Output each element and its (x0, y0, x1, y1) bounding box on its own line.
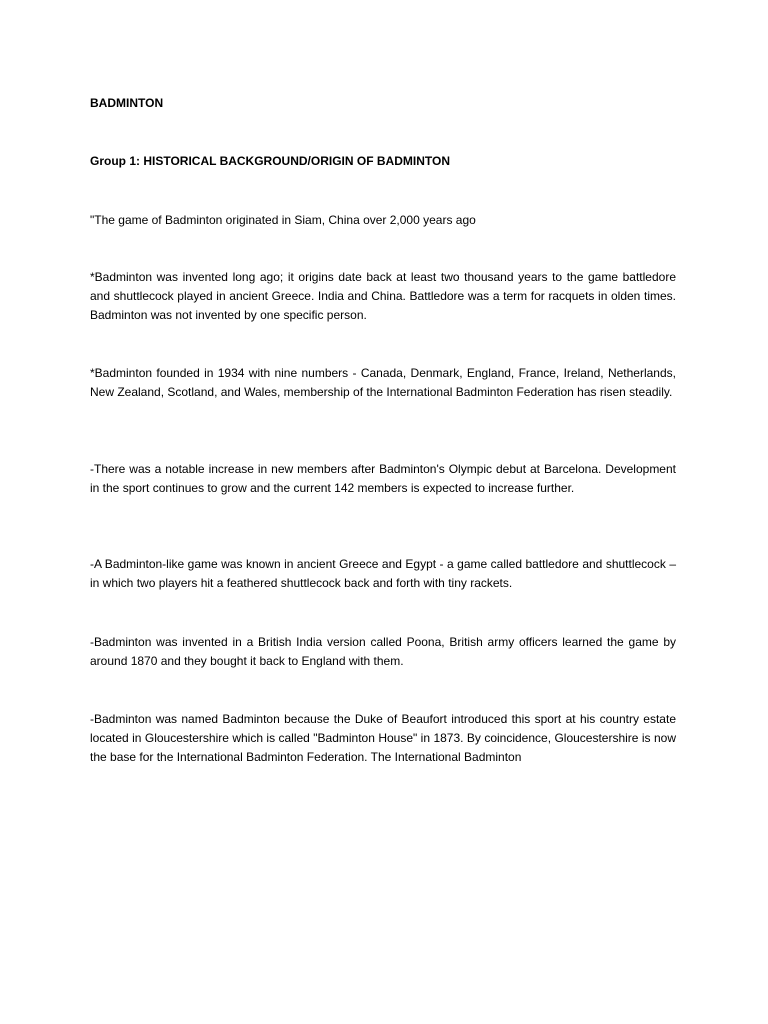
paragraph-poona: -Badminton was invented in a British India version called Poona, British army officers learned the game by around 1870 and they bought it back to England with them. (90, 635, 676, 668)
paragraph-founding-members: *Badminton founded in 1934 with nine numbers - Canada, Denmark, England, France, Ireland, Netherlands, New Zealand, Scotland, and Wales, membership of the International Badminton Federation has risen steadily. (90, 366, 676, 399)
paragraph-ancient-game: -A Badminton-like game was known in ancient Greece and Egypt - a game called battledore and shuttlecock – in which two players hit a feathered shuttlecock back and forth with tiny rackets. (90, 557, 676, 590)
paragraph-naming: -Badminton was named Badminton because the Duke of Beaufort introduced this sport at his country estate located in Gloucestershire which is called "Badminton House" in 1873. By coincidence, Gloucestershire is now the base for the International Badminton Federation. The International Badminton (90, 712, 676, 764)
section-heading: Group 1: HISTORICAL BACKGROUND/ORIGIN OF BADMINTON (90, 154, 450, 168)
paragraph-origin-quote: "The game of Badminton originated in Siam, China over 2,000 years ago (90, 213, 476, 227)
document-title: BADMINTON (90, 96, 164, 110)
paragraph-olympic-debut: -There was a notable increase in new members after Badminton's Olympic debut at Barcelona. Development in the sport continues to grow and the current 142 members is expected to increase further. (90, 462, 676, 495)
paragraph-invention: *Badminton was invented long ago; it origins date back at least two thousand years to the game battledore and shuttlecock played in ancient Greece. India and China. Battledore was a term for racquets in olden times. Badminton was not invented by one specific person. (90, 270, 676, 322)
